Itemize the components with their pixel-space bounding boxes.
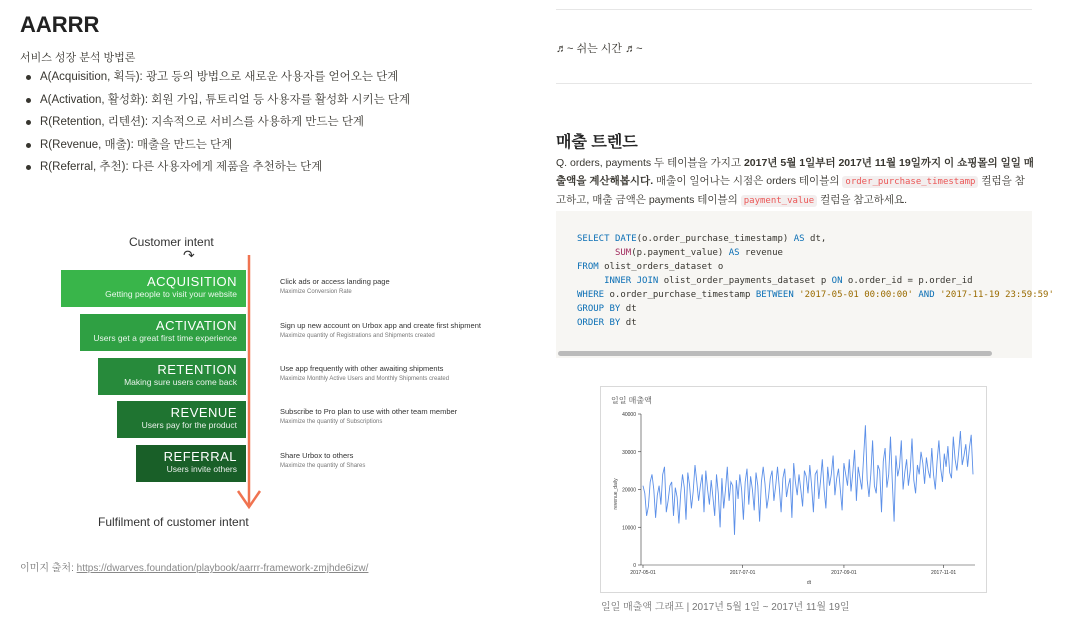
para-text: 매출이 일어나는 시점은 orders 테이블의 [653, 175, 843, 187]
inline-code-payment-value: payment_value [741, 195, 817, 207]
x-tick-label: 2017-11-01 [930, 570, 957, 576]
funnel-stage-acquisition [61, 270, 246, 307]
y-axis-label: revenue_daily [613, 478, 619, 510]
stage-description-acquisition [280, 276, 520, 297]
daily-revenue-chart [601, 387, 986, 592]
inline-code-order-timestamp: order_purchase_timestamp [842, 176, 978, 188]
funnel-stage-revenue [117, 401, 246, 438]
para-text: 컬럼을 참고하세요. [817, 194, 908, 206]
section-subtitle: 서비스 성장 분석 방법론 [20, 52, 136, 64]
y-tick-label: 20000 [622, 487, 636, 494]
stage-action: Use app frequently with other awaiting shipments [280, 364, 444, 373]
para-text: 컬럼을 참고하고, 매출 금액은 payments 테이블의 [556, 175, 1025, 206]
bullet-acquisition: A(Acquisition, 획득): 광고 등의 방법으로 새로운 사용자를 얻어오는 단계 [26, 70, 506, 93]
customer-intent-label: Customer intent [129, 235, 214, 249]
y-tick-label: 40000 [622, 412, 636, 418]
y-tick-label: 10000 [622, 525, 636, 532]
rest-break-text: ♬~ 쉬는 시간 ♬~ [556, 43, 643, 55]
stage-metric: Maximize Conversion Rate [280, 289, 352, 295]
chart-series [643, 425, 973, 535]
stage-description-retention [280, 363, 520, 384]
stage-subtitle: Users pay for the product [141, 420, 237, 430]
stage-name: REFERRAL [163, 449, 237, 464]
stage-description-referral [280, 450, 520, 471]
funnel-stage-referral [136, 445, 246, 482]
aarrr-bullet-list [26, 70, 506, 183]
stage-description-activation [280, 320, 520, 341]
chart-caption: 일일 매출액 그래프 | 2017년 5월 1일 ~ 2017년 11월 19일 [601, 602, 850, 613]
stage-metric: Maximize Monthly Active Users and Monthly Shipments created [280, 376, 450, 382]
revenue-trend-heading: 매출 트렌드 [556, 134, 638, 151]
stage-name: ACTIVATION [155, 318, 237, 333]
x-tick-label: 2017-09-01 [831, 570, 857, 576]
x-axis-label: dt [806, 580, 812, 586]
divider [556, 9, 1032, 10]
sql-code-block[interactable] [556, 211, 1054, 358]
para-bold-text: 2017년 5월 1일부터 2017년 11월 19일까지 이 쇼핑몰의 일일 매출액을 계산해봅시다. [556, 157, 1034, 187]
bullet-activation: A(Activation, 활성화): 회원 가입, 튜토리얼 등 사용자를 활성화 시키는 단계 [26, 93, 506, 116]
stage-subtitle: Users get a great first time experience [93, 333, 237, 343]
bullet-revenue: R(Revenue, 매출): 매출을 만드는 단계 [26, 138, 506, 161]
stage-name: ACQUISITION [146, 274, 237, 289]
curved-arrow-icon: ↷ [183, 247, 195, 263]
stage-subtitle: Getting people to visit your website [105, 289, 237, 299]
y-tick-label: 30000 [622, 449, 636, 456]
para-text: Q. orders, payments 두 테이블을 가지고 [556, 157, 744, 169]
divider [556, 83, 1032, 84]
stage-name: RETENTION [157, 362, 237, 377]
daily-revenue-chart-frame [600, 386, 987, 593]
source-link[interactable]: https://dwarves.foundation/playbook/aarrr-framework-zmjhde6izw/ [76, 563, 369, 574]
x-tick-label: 2017-05-01 [630, 570, 656, 576]
stage-metric: Maximize the quantity of Shares [280, 463, 366, 469]
source-prefix: 이미지 출처: [20, 563, 77, 574]
series-line-revenue [643, 425, 973, 535]
stage-metric: Maximize the quantity of Subscriptions [280, 419, 383, 425]
fulfilment-label: Fulfilment of customer intent [98, 515, 249, 529]
chart-title: 일일 매출액 [611, 396, 652, 405]
funnel-stage-activation [80, 314, 246, 351]
question-paragraph [556, 154, 1034, 210]
stage-action: Subscribe to Pro plan to use with other team member [280, 407, 458, 416]
section-title: AARRR [20, 12, 100, 37]
bullet-retention: R(Retention, 리텐션): 지속적으로 서비스를 사용하게 만드는 단계 [26, 115, 506, 138]
y-tick-label: 0 [633, 563, 636, 569]
stage-subtitle: Making sure users come back [124, 377, 237, 387]
stage-action: Share Urbox to others [280, 451, 354, 460]
sql-code: SELECT DATE(o.order_purchase_timestamp) AS dt, SUM(p.payment_value) AS revenue FROM olist_orders_dataset o INNER JOIN olist_order_payments_dataset p ON o.order_id = p.order_id WHERE o.order_purchase_timestamp BETWEEN '2017-05-01 00:00:00' AND '2017-11-19 23:59:59' GROUP BY dt ORDER BY dt [577, 234, 1054, 328]
image-source [20, 559, 368, 574]
x-tick-label: 2017-07-01 [729, 570, 756, 576]
stage-action: Sign up new account on Urbox app and create first shipment [280, 321, 481, 330]
stage-metric: Maximize quantity of Registrations and Shipments created [280, 333, 435, 339]
horizontal-scrollbar[interactable] [558, 351, 992, 356]
stage-action: Click ads or access landing page [280, 277, 390, 286]
stage-subtitle: Users invite others [166, 464, 237, 474]
funnel-stage-retention [98, 358, 246, 395]
bullet-referral: R(Referral, 추천): 다른 사용자에게 제품을 추천하는 단계 [26, 160, 506, 183]
stage-description-revenue [280, 406, 520, 427]
stage-name: REVENUE [170, 405, 237, 420]
